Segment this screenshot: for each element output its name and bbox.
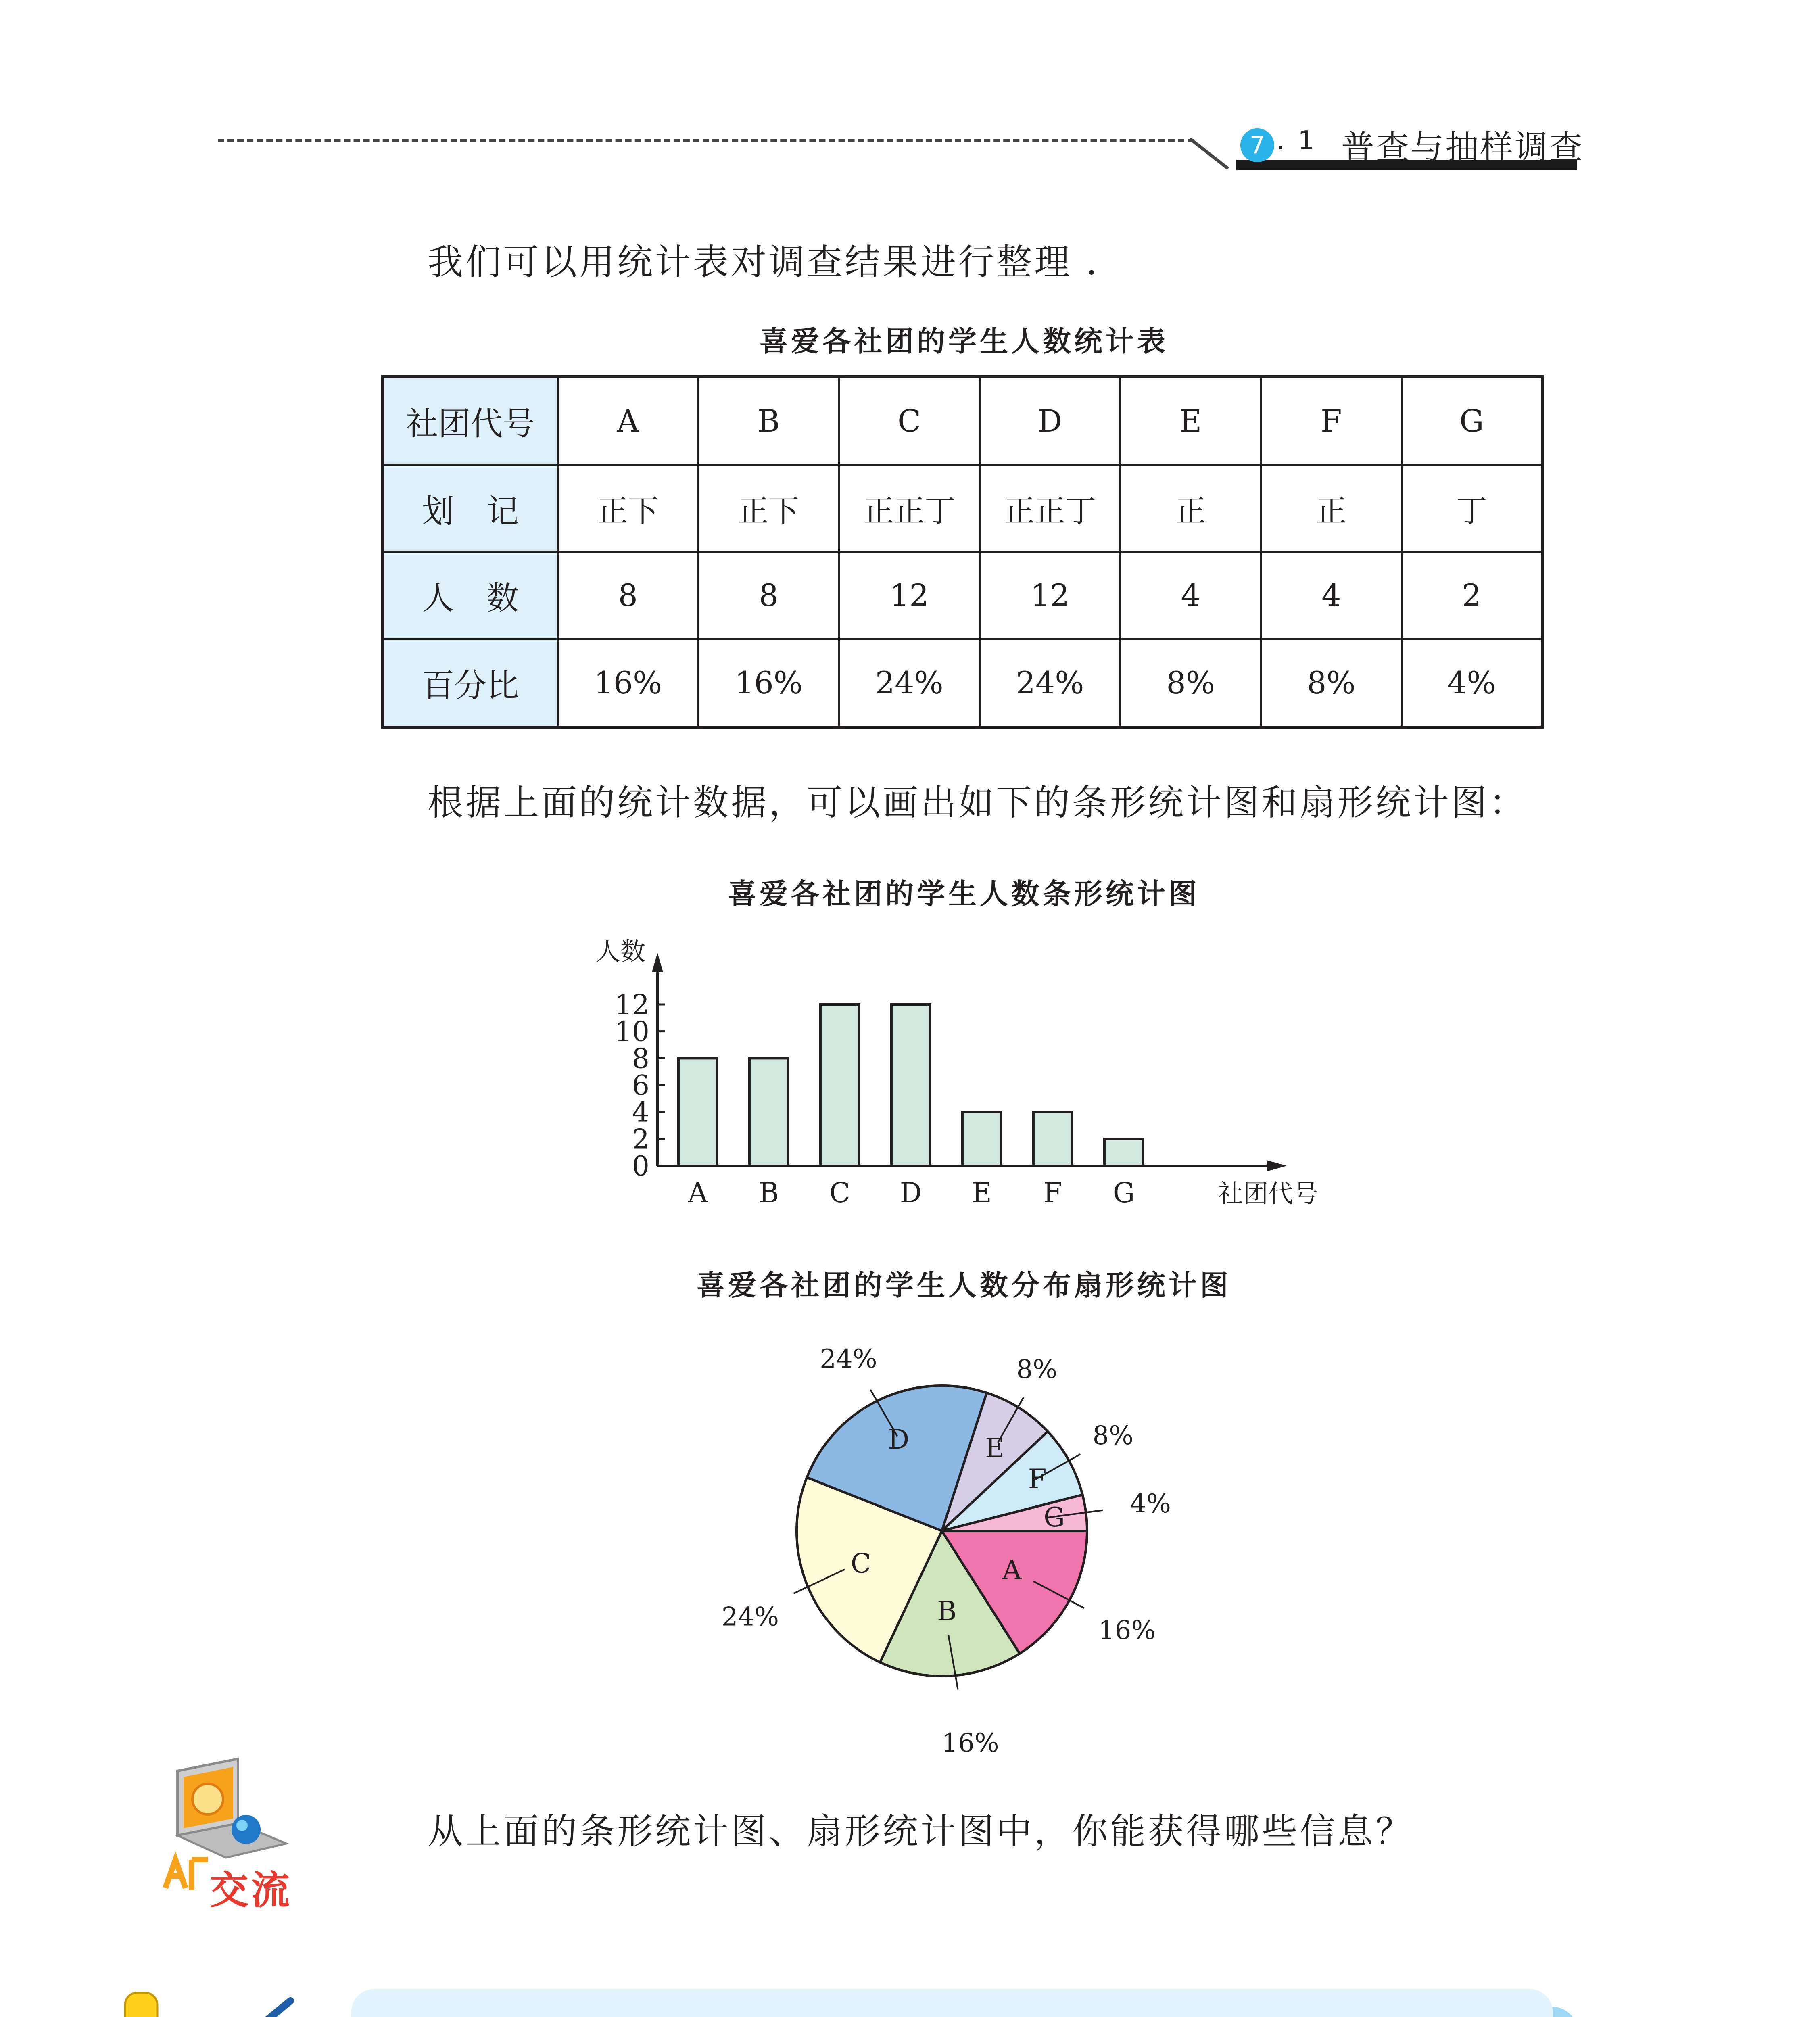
x-tick-label: F xyxy=(1043,1177,1062,1209)
pie-percent-label: 8% xyxy=(1016,1355,1058,1385)
table-cell: 16% xyxy=(698,639,839,727)
y-tick-label: 8 xyxy=(632,1043,649,1075)
discussion-question: 从上面的条形统计图、扇形统计图中，你能获得哪些信息？ xyxy=(428,1810,1414,1852)
header-slant-line xyxy=(1189,138,1229,170)
intro-paragraph: 我们可以用统计表对调查结果进行整理 . xyxy=(428,241,1100,283)
table-cell: 8% xyxy=(1120,639,1261,727)
table-cell: 正正丁 xyxy=(839,465,980,552)
pie-slice-letter: G xyxy=(1044,1501,1065,1533)
pie-percent-label: 16% xyxy=(941,1728,999,1758)
table-cell: E xyxy=(1120,377,1261,465)
table-cell: 正 xyxy=(1120,465,1261,552)
bar-F xyxy=(1033,1112,1072,1166)
bar-E xyxy=(962,1112,1001,1166)
table-row-counts xyxy=(383,552,1542,639)
table-cell: C xyxy=(839,377,980,465)
bar-G xyxy=(1104,1139,1143,1166)
row-header-percents: 百分比 xyxy=(383,639,558,727)
table-cell: G xyxy=(1402,377,1542,465)
bar-B xyxy=(749,1058,788,1166)
table-cell: 16% xyxy=(558,639,699,727)
pie-slice-letter: D xyxy=(888,1424,910,1455)
chapter-number-badge: 7 xyxy=(1240,128,1274,162)
y-tick-label: 4 xyxy=(632,1096,649,1129)
table-cell: 12 xyxy=(980,552,1121,639)
table-row-codes xyxy=(383,377,1542,465)
bar-chart-title: 喜爱各社团的学生人数条形统计图 xyxy=(728,877,1200,910)
table-cell: 4 xyxy=(1261,552,1402,639)
table-cell: 8 xyxy=(558,552,699,639)
transition-paragraph: 根据上面的统计数据，可以画出如下的条形统计图和扇形统计图： xyxy=(428,782,1528,823)
pie-slice-letter: C xyxy=(850,1548,871,1579)
table-cell: A xyxy=(558,377,699,465)
table-row-percents xyxy=(383,639,1542,727)
table-cell: 24% xyxy=(839,639,980,727)
pie-percent-label: 8% xyxy=(1092,1421,1134,1451)
table-cell: F xyxy=(1261,377,1402,465)
pie-slice-letter: A xyxy=(1002,1554,1022,1586)
y-tick-label: 2 xyxy=(632,1123,649,1156)
practice-notebook-icon xyxy=(101,1985,303,2017)
x-tick-label: B xyxy=(759,1177,779,1209)
table-cell: B xyxy=(698,377,839,465)
table-row-tallies xyxy=(383,465,1542,552)
table-cell: 4% xyxy=(1402,639,1542,727)
table-caption: 喜爱各社团的学生人数统计表 xyxy=(760,325,1169,358)
table-cell: 正 xyxy=(1261,465,1402,552)
pie-percent-label: 24% xyxy=(820,1344,877,1374)
table-cell: 24% xyxy=(980,639,1121,727)
y-tick-label: 6 xyxy=(632,1070,649,1102)
y-axis-arrow xyxy=(652,953,663,972)
table-cell: 4 xyxy=(1120,552,1261,639)
pie-slice-letter: F xyxy=(1028,1463,1047,1495)
pie-chart-title: 喜爱各社团的学生人数分布扇形统计图 xyxy=(697,1269,1231,1302)
x-tick-label: G xyxy=(1112,1177,1135,1209)
x-axis-label: 社团代号 xyxy=(1218,1179,1319,1208)
table-cell: 12 xyxy=(839,552,980,639)
y-tick-label: 10 xyxy=(614,1016,649,1048)
table-cell: D xyxy=(980,377,1121,465)
x-tick-label: E xyxy=(972,1177,992,1209)
table-cell: 8% xyxy=(1261,639,1402,727)
x-tick-label: D xyxy=(900,1177,922,1209)
table-cell: 正下 xyxy=(698,465,839,552)
section-title: 普查与抽样调查 xyxy=(1341,128,1584,167)
practice-box xyxy=(351,1989,1553,2017)
y-axis-label: 人数 xyxy=(595,937,645,966)
table-cell: 丁 xyxy=(1402,465,1542,552)
row-header-codes: 社团代号 xyxy=(383,377,558,465)
y-tick-label: 0 xyxy=(632,1150,649,1182)
y-tick-label: 12 xyxy=(614,989,649,1021)
row-header-tallies: 划 记 xyxy=(383,465,558,552)
table-cell: 2 xyxy=(1402,552,1542,639)
pie-chart xyxy=(721,1307,1210,1758)
statistics-table xyxy=(381,375,1544,729)
row-header-counts: 人 数 xyxy=(383,552,558,639)
header-divider-line xyxy=(218,139,1194,142)
pie-percent-label: 24% xyxy=(721,1602,779,1632)
x-tick-label: A xyxy=(688,1177,708,1209)
pie-slice-letter: E xyxy=(985,1432,1005,1464)
bar-chart xyxy=(557,928,1355,1226)
table-cell: 正正丁 xyxy=(980,465,1121,552)
discussion-badge-label: 交流 xyxy=(210,1868,292,1913)
bar-D xyxy=(891,1004,930,1166)
pie-slice-letter: B xyxy=(937,1595,957,1627)
bar-A xyxy=(678,1058,717,1166)
chapter-subsection-number: . 1 xyxy=(1277,126,1317,156)
table-cell: 正下 xyxy=(558,465,699,552)
x-tick-label: C xyxy=(829,1177,851,1209)
table-cell: 8 xyxy=(698,552,839,639)
pie-percent-label: 16% xyxy=(1098,1615,1156,1645)
x-axis-arrow xyxy=(1267,1160,1287,1171)
bar-C xyxy=(820,1004,859,1166)
pie-percent-label: 4% xyxy=(1130,1489,1171,1519)
